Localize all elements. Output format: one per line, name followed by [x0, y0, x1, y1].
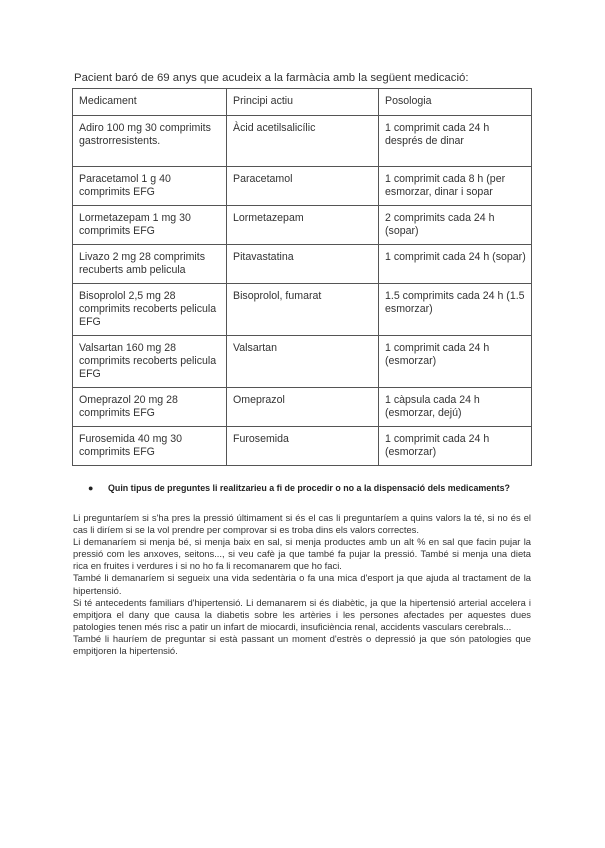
cell-principi-actiu: Àcid acetilsalicílic [227, 116, 379, 167]
answer-paragraph: També li demanaríem si segueix una vida sedentària o fa una mica d'esport ja que ajuda al tractament de la hipertensió. [73, 572, 531, 596]
medication-table [72, 88, 532, 466]
cell-posologia: 1 comprimit cada 8 h (per esmorzar, dinar i sopar [379, 167, 532, 206]
cell-medicament: Livazo 2 mg 28 comprimits recuberts amb pelicula [73, 245, 227, 284]
cell-principi-actiu: Furosemida [227, 427, 379, 466]
cell-medicament: Lormetazepam 1 mg 30 comprimits EFG [73, 206, 227, 245]
table-row [73, 116, 532, 167]
cell-medicament: Valsartan 160 mg 28 comprimits recoberts pelicula EFG [73, 336, 227, 388]
cell-posologia: 1 càpsula cada 24 h (esmorzar, dejú) [379, 388, 532, 427]
cell-medicament: Omeprazol 20 mg 28 comprimits EFG [73, 388, 227, 427]
cell-posologia: 1 comprimit cada 24 h (esmorzar) [379, 336, 532, 388]
cell-medicament: Furosemida 40 mg 30 comprimits EFG [73, 427, 227, 466]
table-row [73, 167, 532, 206]
cell-posologia: 1 comprimit cada 24 h (sopar) [379, 245, 532, 284]
table-row [73, 336, 532, 388]
cell-posologia: 1.5 comprimits cada 24 h (1.5 esmorzar) [379, 284, 532, 336]
cell-medicament: Adiro 100 mg 30 comprimits gastrorresistents. [73, 116, 227, 167]
cell-principi-actiu: Bisoprolol, fumarat [227, 284, 379, 336]
cell-principi-actiu: Omeprazol [227, 388, 379, 427]
answer-paragraph: També li hauríem de preguntar si està passant un moment d'estrès o depressió ja que són patologies que empitjoren la hipertensió. [73, 632, 531, 657]
bullet-icon: ● [88, 483, 94, 493]
table-row [73, 206, 532, 245]
answer-paragraph: Li preguntaríem si s'ha pres la pressió últimament si és el cas li preguntaríem a quins valors la té, si no és el cas li diríem si se la vol prendre per comprovar si es troba dins els valors correctes. [73, 512, 531, 536]
cell-posologia: 1 comprimit cada 24 h (esmorzar) [379, 427, 532, 466]
cell-posologia: 2 comprimits cada 24 h (sopar) [379, 206, 532, 245]
table-row [73, 388, 532, 427]
cell-medicament: Paracetamol 1 g 40 comprimits EFG [73, 167, 227, 206]
cell-principi-actiu: Pitavastatina [227, 245, 379, 284]
table-row [73, 284, 532, 336]
header-posologia: Posologia [379, 89, 532, 116]
cell-principi-actiu: Paracetamol [227, 167, 379, 206]
question [88, 482, 548, 494]
cell-principi-actiu: Lormetazepam [227, 206, 379, 245]
table-row [73, 427, 532, 466]
header-medicament: Medicament [73, 89, 227, 116]
header-principi-actiu: Principi actiu [227, 89, 379, 116]
cell-posologia: 1 comprimit cada 24 h després de dinar [379, 116, 532, 167]
answer-paragraph: Li demanaríem si menja bé, si menja baix en sal, si menja productes amb un alt % en sal que facin pujar la pressió com les anxoves, seitons..., si veu cafè ja que també fa pujar la pressió. També si menja una dieta rica en fruites i verdures i si no ho fa li recomanarem que ho faci. [73, 536, 531, 572]
answer-text [73, 512, 531, 657]
table-header-row [73, 89, 532, 116]
cell-principi-actiu: Valsartan [227, 336, 379, 388]
table-row [73, 245, 532, 284]
answer-paragraph: Si té antecedents familiars d'hipertensió. Li demanarem si és diabètic, ja que la hipertensió arterial accelera i empitjora el dany que causa la diabetis sobre les artèries i les persones afectades per aquestes dues patologies tenen més risc a patir un infart de miocardi, insuficiència renal, accidents vasculars cerebrals... [73, 596, 531, 632]
cell-medicament: Bisoprolol 2,5 mg 28 comprimits recoberts pelicula EFG [73, 284, 227, 336]
intro-text: Pacient baró de 69 anys que acudeix a la farmàcia amb la següent medicació: [74, 72, 469, 84]
question-text: Quin tipus de preguntes li realitzarieu a fi de procedir o no a la dispensació dels medicaments? [108, 483, 510, 493]
